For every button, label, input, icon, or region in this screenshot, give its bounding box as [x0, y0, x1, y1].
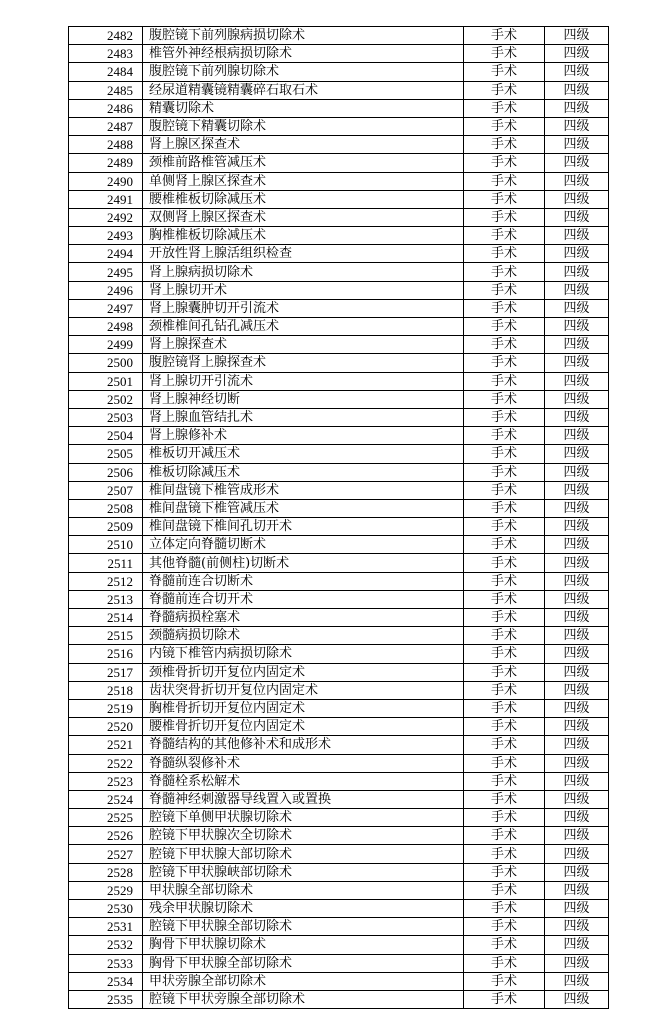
procedure-category: 手术 [464, 572, 545, 590]
procedure-name: 肾上腺病损切除术 [143, 263, 464, 281]
row-number: 2499 [69, 336, 143, 354]
procedure-level: 四级 [545, 900, 609, 918]
row-number: 2507 [69, 481, 143, 499]
row-number: 2525 [69, 809, 143, 827]
table-row [69, 245, 609, 263]
procedure-level: 四级 [545, 299, 609, 317]
procedure-category: 手术 [464, 645, 545, 663]
procedure-name: 椎间盘镜下椎管减压术 [143, 499, 464, 517]
procedure-level: 四级 [545, 736, 609, 754]
row-number: 2483 [69, 45, 143, 63]
procedure-category: 手术 [464, 518, 545, 536]
procedure-category: 手术 [464, 736, 545, 754]
procedure-category: 手术 [464, 481, 545, 499]
procedure-name: 双侧肾上腺区探查术 [143, 208, 464, 226]
procedure-name: 腔镜下甲状腺次全切除术 [143, 827, 464, 845]
procedure-level: 四级 [545, 427, 609, 445]
row-number: 2534 [69, 972, 143, 990]
procedure-category: 手术 [464, 99, 545, 117]
procedure-name: 颈椎前路椎管减压术 [143, 154, 464, 172]
table-row [69, 845, 609, 863]
row-number: 2486 [69, 99, 143, 117]
procedure-name: 腹腔镜肾上腺探查术 [143, 354, 464, 372]
procedure-level: 四级 [545, 845, 609, 863]
table-row [69, 627, 609, 645]
table-row [69, 663, 609, 681]
procedure-category: 手术 [464, 445, 545, 463]
procedure-name: 残余甲状腺切除术 [143, 900, 464, 918]
procedure-name: 胸骨下甲状腺全部切除术 [143, 954, 464, 972]
procedure-name: 腔镜下甲状旁腺全部切除术 [143, 990, 464, 1008]
procedure-level: 四级 [545, 699, 609, 717]
procedure-category: 手术 [464, 590, 545, 608]
table-row [69, 590, 609, 608]
table-row [69, 554, 609, 572]
procedure-category: 手术 [464, 499, 545, 517]
row-number: 2498 [69, 318, 143, 336]
procedure-category: 手术 [464, 336, 545, 354]
procedure-category: 手术 [464, 208, 545, 226]
procedure-name: 肾上腺神经切断 [143, 390, 464, 408]
table-row [69, 990, 609, 1008]
procedure-category: 手术 [464, 772, 545, 790]
procedure-level: 四级 [545, 554, 609, 572]
row-number: 2485 [69, 81, 143, 99]
procedure-level: 四级 [545, 809, 609, 827]
procedure-category: 手术 [464, 936, 545, 954]
procedure-name: 肾上腺囊肿切开引流术 [143, 299, 464, 317]
procedure-category: 手术 [464, 554, 545, 572]
row-number: 2535 [69, 990, 143, 1008]
procedure-category: 手术 [464, 63, 545, 81]
procedure-category: 手术 [464, 318, 545, 336]
procedure-name: 肾上腺切开术 [143, 281, 464, 299]
table-row [69, 736, 609, 754]
procedure-table [68, 26, 609, 1009]
table-row [69, 99, 609, 117]
procedure-name: 椎板切开减压术 [143, 445, 464, 463]
procedure-category: 手术 [464, 790, 545, 808]
table-row [69, 336, 609, 354]
procedure-name: 腹腔镜下精囊切除术 [143, 117, 464, 135]
table-row [69, 136, 609, 154]
procedure-category: 手术 [464, 154, 545, 172]
table-row [69, 645, 609, 663]
procedure-name: 颈髓病损切除术 [143, 627, 464, 645]
procedure-category: 手术 [464, 609, 545, 627]
row-number: 2531 [69, 918, 143, 936]
procedure-category: 手术 [464, 536, 545, 554]
procedure-name: 甲状腺全部切除术 [143, 881, 464, 899]
procedure-level: 四级 [545, 663, 609, 681]
procedure-level: 四级 [545, 590, 609, 608]
table-row [69, 900, 609, 918]
row-number: 2492 [69, 208, 143, 226]
procedure-category: 手术 [464, 718, 545, 736]
row-number: 2516 [69, 645, 143, 663]
procedure-name: 胸椎椎板切除减压术 [143, 227, 464, 245]
procedure-name: 脊髓前连合切开术 [143, 590, 464, 608]
table-row [69, 27, 609, 45]
row-number: 2523 [69, 772, 143, 790]
table-row [69, 827, 609, 845]
table-row [69, 754, 609, 772]
procedure-name: 肾上腺血管结扎术 [143, 408, 464, 426]
procedure-category: 手术 [464, 845, 545, 863]
procedure-name: 肾上腺区探查术 [143, 136, 464, 154]
row-number: 2503 [69, 408, 143, 426]
procedure-level: 四级 [545, 881, 609, 899]
procedure-category: 手术 [464, 117, 545, 135]
row-number: 2482 [69, 27, 143, 45]
table-row [69, 772, 609, 790]
row-number: 2520 [69, 718, 143, 736]
procedure-name: 脊髓栓系松解术 [143, 772, 464, 790]
procedure-category: 手术 [464, 918, 545, 936]
procedure-level: 四级 [545, 681, 609, 699]
procedure-level: 四级 [545, 336, 609, 354]
procedure-name: 脊髓结构的其他修补术和成形术 [143, 736, 464, 754]
procedure-category: 手术 [464, 900, 545, 918]
procedure-level: 四级 [545, 481, 609, 499]
table-row [69, 117, 609, 135]
procedure-name: 经尿道精囊镜精囊碎石取石术 [143, 81, 464, 99]
procedure-name: 内镜下椎管内病损切除术 [143, 645, 464, 663]
procedure-name: 脊髓纵裂修补术 [143, 754, 464, 772]
procedure-level: 四级 [545, 99, 609, 117]
row-number: 2494 [69, 245, 143, 263]
row-number: 2504 [69, 427, 143, 445]
table-row [69, 408, 609, 426]
procedure-category: 手术 [464, 281, 545, 299]
table-row [69, 918, 609, 936]
procedure-name: 脊髓病损栓塞术 [143, 609, 464, 627]
procedure-category: 手术 [464, 227, 545, 245]
row-number: 2505 [69, 445, 143, 463]
procedure-name: 胸骨下甲状腺切除术 [143, 936, 464, 954]
procedure-category: 手术 [464, 627, 545, 645]
procedure-level: 四级 [545, 154, 609, 172]
table-row [69, 427, 609, 445]
table-row [69, 936, 609, 954]
table-row [69, 518, 609, 536]
procedure-category: 手术 [464, 408, 545, 426]
procedure-name: 椎板切除减压术 [143, 463, 464, 481]
procedure-level: 四级 [545, 499, 609, 517]
procedure-name: 其他脊髓(前侧柱)切断术 [143, 554, 464, 572]
procedure-category: 手术 [464, 172, 545, 190]
procedure-level: 四级 [545, 536, 609, 554]
table-row [69, 263, 609, 281]
row-number: 2501 [69, 372, 143, 390]
table-row [69, 445, 609, 463]
table-row [69, 681, 609, 699]
procedure-category: 手术 [464, 863, 545, 881]
procedure-name: 脊髓神经刺激器导线置入或置换 [143, 790, 464, 808]
procedure-level: 四级 [545, 81, 609, 99]
table-row [69, 372, 609, 390]
row-number: 2491 [69, 190, 143, 208]
table-row [69, 809, 609, 827]
row-number: 2513 [69, 590, 143, 608]
procedure-level: 四级 [545, 190, 609, 208]
procedure-level: 四级 [545, 918, 609, 936]
procedure-category: 手术 [464, 81, 545, 99]
row-number: 2517 [69, 663, 143, 681]
procedure-level: 四级 [545, 627, 609, 645]
procedure-category: 手术 [464, 299, 545, 317]
procedure-name: 腰椎骨折切开复位内固定术 [143, 718, 464, 736]
procedure-category: 手术 [464, 390, 545, 408]
procedure-level: 四级 [545, 718, 609, 736]
procedure-level: 四级 [545, 772, 609, 790]
procedure-level: 四级 [545, 45, 609, 63]
table-row [69, 881, 609, 899]
row-number: 2519 [69, 699, 143, 717]
row-number: 2484 [69, 63, 143, 81]
row-number: 2512 [69, 572, 143, 590]
procedure-category: 手术 [464, 136, 545, 154]
table-row [69, 227, 609, 245]
procedure-level: 四级 [545, 518, 609, 536]
row-number: 2532 [69, 936, 143, 954]
table-row [69, 463, 609, 481]
procedure-name: 齿状突骨折切开复位内固定术 [143, 681, 464, 699]
table-row [69, 318, 609, 336]
procedure-category: 手术 [464, 972, 545, 990]
procedure-level: 四级 [545, 318, 609, 336]
table-row [69, 299, 609, 317]
procedure-name: 椎管外神经根病损切除术 [143, 45, 464, 63]
procedure-category: 手术 [464, 663, 545, 681]
procedure-level: 四级 [545, 117, 609, 135]
procedure-name: 腔镜下甲状腺大部切除术 [143, 845, 464, 863]
table-row [69, 390, 609, 408]
row-number: 2493 [69, 227, 143, 245]
procedure-level: 四级 [545, 408, 609, 426]
row-number: 2518 [69, 681, 143, 699]
procedure-level: 四级 [545, 172, 609, 190]
procedure-level: 四级 [545, 227, 609, 245]
procedure-level: 四级 [545, 263, 609, 281]
procedure-level: 四级 [545, 572, 609, 590]
procedure-category: 手术 [464, 699, 545, 717]
row-number: 2529 [69, 881, 143, 899]
row-number: 2527 [69, 845, 143, 863]
procedure-level: 四级 [545, 390, 609, 408]
procedure-category: 手术 [464, 990, 545, 1008]
procedure-name: 腹腔镜下前列腺病损切除术 [143, 27, 464, 45]
procedure-category: 手术 [464, 27, 545, 45]
row-number: 2524 [69, 790, 143, 808]
table-row [69, 790, 609, 808]
table-row [69, 154, 609, 172]
row-number: 2502 [69, 390, 143, 408]
row-number: 2521 [69, 736, 143, 754]
row-number: 2515 [69, 627, 143, 645]
procedure-category: 手术 [464, 45, 545, 63]
row-number: 2514 [69, 609, 143, 627]
procedure-level: 四级 [545, 609, 609, 627]
procedure-category: 手术 [464, 881, 545, 899]
row-number: 2490 [69, 172, 143, 190]
procedure-level: 四级 [545, 972, 609, 990]
procedure-category: 手术 [464, 263, 545, 281]
procedure-name: 肾上腺修补术 [143, 427, 464, 445]
table-row [69, 172, 609, 190]
procedure-name: 椎间盘镜下椎间孔切开术 [143, 518, 464, 536]
table-row [69, 81, 609, 99]
procedure-name: 颈椎骨折切开复位内固定术 [143, 663, 464, 681]
table-row [69, 45, 609, 63]
procedure-level: 四级 [545, 936, 609, 954]
procedure-name: 开放性肾上腺活组织检查 [143, 245, 464, 263]
table-row [69, 572, 609, 590]
procedure-level: 四级 [545, 63, 609, 81]
table-row [69, 354, 609, 372]
procedure-table-body [69, 27, 609, 1009]
row-number: 2510 [69, 536, 143, 554]
procedure-level: 四级 [545, 863, 609, 881]
procedure-level: 四级 [545, 354, 609, 372]
procedure-name: 肾上腺探查术 [143, 336, 464, 354]
table-row [69, 536, 609, 554]
procedure-level: 四级 [545, 827, 609, 845]
procedure-level: 四级 [545, 990, 609, 1008]
row-number: 2509 [69, 518, 143, 536]
procedure-name: 甲状旁腺全部切除术 [143, 972, 464, 990]
row-number: 2533 [69, 954, 143, 972]
table-row [69, 481, 609, 499]
procedure-category: 手术 [464, 809, 545, 827]
row-number: 2487 [69, 117, 143, 135]
table-row [69, 954, 609, 972]
row-number: 2497 [69, 299, 143, 317]
row-number: 2508 [69, 499, 143, 517]
procedure-level: 四级 [545, 372, 609, 390]
procedure-level: 四级 [545, 463, 609, 481]
row-number: 2488 [69, 136, 143, 154]
procedure-category: 手术 [464, 354, 545, 372]
table-row [69, 972, 609, 990]
row-number: 2496 [69, 281, 143, 299]
table-row [69, 609, 609, 627]
procedure-category: 手术 [464, 954, 545, 972]
table-row [69, 499, 609, 517]
table-row [69, 208, 609, 226]
procedure-name: 颈椎椎间孔钻孔减压术 [143, 318, 464, 336]
row-number: 2500 [69, 354, 143, 372]
procedure-name: 腰椎椎板切除减压术 [143, 190, 464, 208]
procedure-level: 四级 [545, 954, 609, 972]
procedure-level: 四级 [545, 136, 609, 154]
procedure-level: 四级 [545, 208, 609, 226]
procedure-category: 手术 [464, 754, 545, 772]
table-row [69, 281, 609, 299]
row-number: 2526 [69, 827, 143, 845]
procedure-level: 四级 [545, 790, 609, 808]
procedure-level: 四级 [545, 245, 609, 263]
row-number: 2495 [69, 263, 143, 281]
procedure-name: 腔镜下甲状腺全部切除术 [143, 918, 464, 936]
row-number: 2528 [69, 863, 143, 881]
procedure-category: 手术 [464, 372, 545, 390]
procedure-name: 单侧肾上腺区探查术 [143, 172, 464, 190]
procedure-name: 脊髓前连合切断术 [143, 572, 464, 590]
table-row [69, 190, 609, 208]
procedure-category: 手术 [464, 245, 545, 263]
table-row [69, 63, 609, 81]
row-number: 2506 [69, 463, 143, 481]
procedure-name: 椎间盘镜下椎管成形术 [143, 481, 464, 499]
procedure-level: 四级 [545, 754, 609, 772]
procedure-category: 手术 [464, 190, 545, 208]
procedure-level: 四级 [545, 645, 609, 663]
procedure-category: 手术 [464, 463, 545, 481]
row-number: 2511 [69, 554, 143, 572]
procedure-name: 胸椎骨折切开复位内固定术 [143, 699, 464, 717]
procedure-name: 腹腔镜下前列腺切除术 [143, 63, 464, 81]
procedure-name: 精囊切除术 [143, 99, 464, 117]
row-number: 2522 [69, 754, 143, 772]
procedure-level: 四级 [545, 445, 609, 463]
procedure-name: 立体定向脊髓切断术 [143, 536, 464, 554]
procedure-category: 手术 [464, 827, 545, 845]
procedure-level: 四级 [545, 281, 609, 299]
procedure-category: 手术 [464, 427, 545, 445]
procedure-category: 手术 [464, 681, 545, 699]
table-row [69, 863, 609, 881]
procedure-name: 腔镜下单侧甲状腺切除术 [143, 809, 464, 827]
table-row [69, 718, 609, 736]
procedure-level: 四级 [545, 27, 609, 45]
procedure-name: 腔镜下甲状腺峡部切除术 [143, 863, 464, 881]
table-row [69, 699, 609, 717]
row-number: 2489 [69, 154, 143, 172]
procedure-name: 肾上腺切开引流术 [143, 372, 464, 390]
row-number: 2530 [69, 900, 143, 918]
